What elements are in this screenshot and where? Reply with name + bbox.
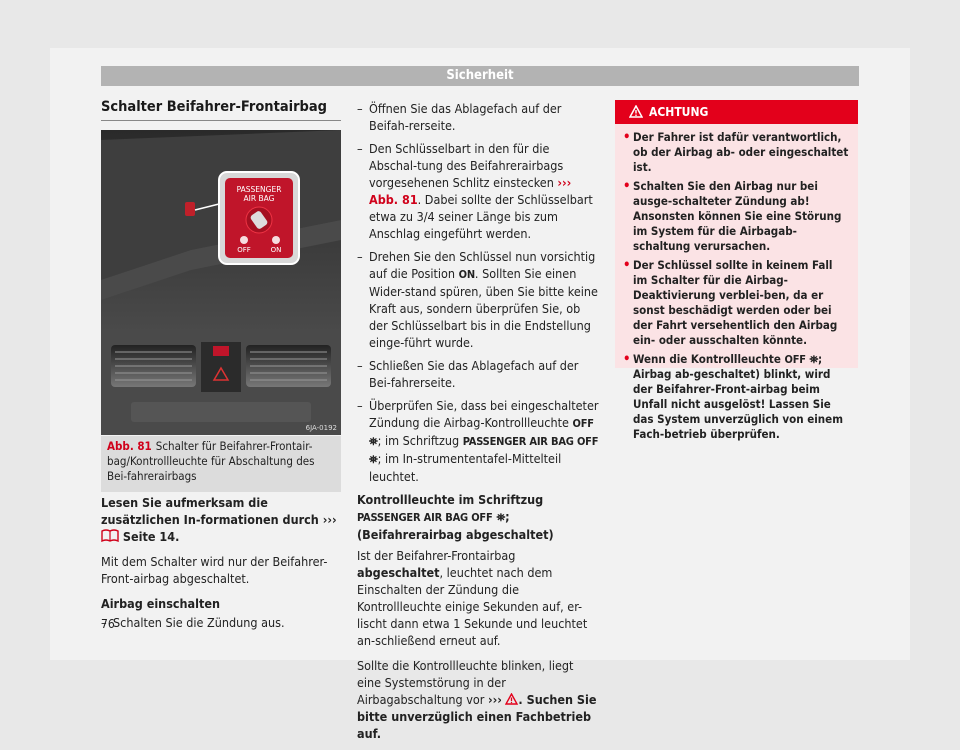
figure-ref: Abb. 81 — [107, 439, 152, 453]
off-symbol: OFF — [784, 353, 806, 366]
step-6-text-a: Überprüfen Sie, dass bei eingeschalteter Zündung die Airbag-Kontrollleuchte — [369, 398, 599, 430]
warning-triangle-icon — [505, 693, 518, 705]
warning-header — [615, 100, 858, 124]
warning-bullet-4 — [623, 352, 850, 442]
airbag-warning-icon: ⛯ — [369, 435, 378, 448]
page-number: 76 — [101, 617, 115, 631]
step-3 — [357, 140, 601, 242]
book-icon — [101, 529, 119, 542]
step-5: – Schließen Sie das Ablagefach auf der Bei-fahrerseite. — [357, 357, 601, 391]
warning-bullet-2: • Schalten Sie den Airbag nur bei ausge-schalteter Zündung ab! Ansonsten können Sie eine Störung im System für die Airbagab-schaltung verursachen. — [623, 179, 850, 254]
p3-bold: . Suchen Sie bitte unverzüglich einen Fachbetrieb auf. — [357, 692, 597, 741]
warning-b4-text-b: ; Airbag ab-geschaltet) blinkt, wird der Beifahrer-Front-airbag beim Unfall nicht ausgelöst! Lassen Sie das System unverzüglich von einem Fach-betrieb überprüfen. — [633, 352, 843, 441]
warning-bullet-3: • Der Schlüssel sollte in keinem Fall im Schalter für die Airbag-Deaktivierung verblei-ben, da er sonst beschädigt werden oder bei der Fahrt versehentlich den Airbag ein- oder ausschalten könnte. — [623, 258, 850, 348]
subhead-text-a: Kontrollleuchte im Schriftzug — [357, 492, 544, 507]
off-symbol: OFF — [572, 417, 594, 430]
chapter-header: Sicherheit — [101, 66, 859, 86]
column-left — [101, 494, 345, 637]
p2-text-a: Ist der Beifahrer-Frontairbag — [357, 548, 516, 563]
paragraph-3 — [357, 657, 601, 742]
arrow-ref-icon: ››› — [322, 512, 337, 527]
column-middle — [357, 100, 601, 750]
p2-bold: abgeschaltet — [357, 565, 440, 580]
figure-label-on: ON — [270, 246, 282, 254]
arrow-ref-icon: ››› — [487, 692, 502, 707]
subhead-einschalten: Airbag einschalten — [101, 596, 221, 611]
p3-text-a: Sollte die Kontrollleuchte blinken, liegt eine Systemstörung in der Airbagabschaltung vor — [357, 658, 574, 707]
figure-caption-text: Schalter für Beifahrer-Frontair-bag/Kontrollleuchte für Abschaltung des Bei-fahrerairbags — [107, 439, 315, 483]
step-4-text-b: . Sollten Sie einen Wider-stand spüren, üben Sie bitte keine Kraft aus, sondern überprüfen Sie, ob der Schlüsselbart bis in die Endstellung einge-führt wurde. — [369, 266, 598, 350]
intro-paragraph — [101, 494, 345, 545]
section-title-rule — [101, 120, 341, 121]
warning-body — [615, 124, 858, 442]
on-symbol: ON — [458, 268, 475, 281]
passenger-airbag-off-symbol: PASSENGER AIR BAG OFF — [357, 511, 493, 524]
step-6-text-c: ; im In-strumententafel-Mittelteil leuchtet. — [369, 451, 562, 484]
step-4-text-a: Drehen Sie den Schlüssel nun vorsichtig auf die Position — [369, 249, 596, 281]
figure-airbag-switch — [101, 130, 341, 435]
figure-label-airbag: AIR BAG — [243, 194, 275, 203]
intro-text: Lesen Sie aufmerksam die zusätzlichen In-formationen durch — [101, 495, 319, 527]
step-1: – Schalten Sie die Zündung aus. — [101, 614, 345, 631]
subhead-kontrollleuchte — [357, 491, 601, 543]
subhead-text-b: ; (Beifahrerairbag abgeschaltet) — [357, 509, 554, 542]
section-title: Schalter Beifahrer-Frontairbag — [101, 99, 327, 115]
airbag-warning-icon: ⛯ — [496, 511, 506, 524]
figure-label-passenger: PASSENGER — [236, 185, 282, 194]
paragraph-1: Mit dem Schalter wird nur der Beifahrer-Front-airbag abgeschaltet. — [101, 554, 328, 586]
step-6-text-b: ; im Schriftzug — [377, 433, 460, 448]
step-3-text-a: Den Schlüsselbart in den für die Abschal-tung des Beifahrerairbags vorgesehenen Schlitz einstecken — [369, 141, 564, 190]
figure-label-off: OFF — [237, 246, 251, 254]
airbag-warning-icon: ⛯ — [369, 453, 378, 466]
figure-code: 6JA-0192 — [305, 424, 337, 432]
p2-text-b: , leuchtet nach dem Einschalten der Zündung die Kontrollleuchte einige Sekunden auf, er-lischt dann etwa 1 Sekunde und leuchtet an-schließend erneut auf. — [357, 565, 588, 648]
step-6 — [357, 397, 601, 485]
arrow-ref-icon: ››› — [557, 175, 572, 190]
airbag-warning-icon: ⛯ — [809, 353, 819, 366]
warning-b4-text-a: Wenn die Kontrollleuchte — [633, 352, 781, 366]
step-4 — [357, 248, 601, 351]
switch-small — [185, 202, 195, 216]
paragraph-2 — [357, 547, 601, 649]
figure-link[interactable]: Abb. 81 — [369, 192, 418, 207]
warning-triangle-icon — [629, 105, 643, 118]
warning-box — [615, 100, 858, 441]
warning-title: ACHTUNG — [649, 105, 709, 119]
passenger-airbag-off-symbol: PASSENGER AIR BAG OFF — [462, 435, 599, 448]
intro-page-link[interactable]: Seite 14. — [122, 529, 180, 544]
warning-bullet-1: • Der Fahrer ist dafür verantwortlich, ob der Airbag ab- oder eingeschaltet ist. — [623, 130, 850, 175]
step-2: – Öffnen Sie das Ablagefach auf der Beifah-rerseite. — [357, 100, 601, 134]
step-3-text-b: . Dabei sollte der Schlüsselbart etwa zu 3/4 seiner Länge bis zum Anschlag eingeführt werden. — [369, 192, 593, 241]
figure-caption — [101, 436, 341, 492]
airbag-switch-illustration — [101, 130, 341, 435]
